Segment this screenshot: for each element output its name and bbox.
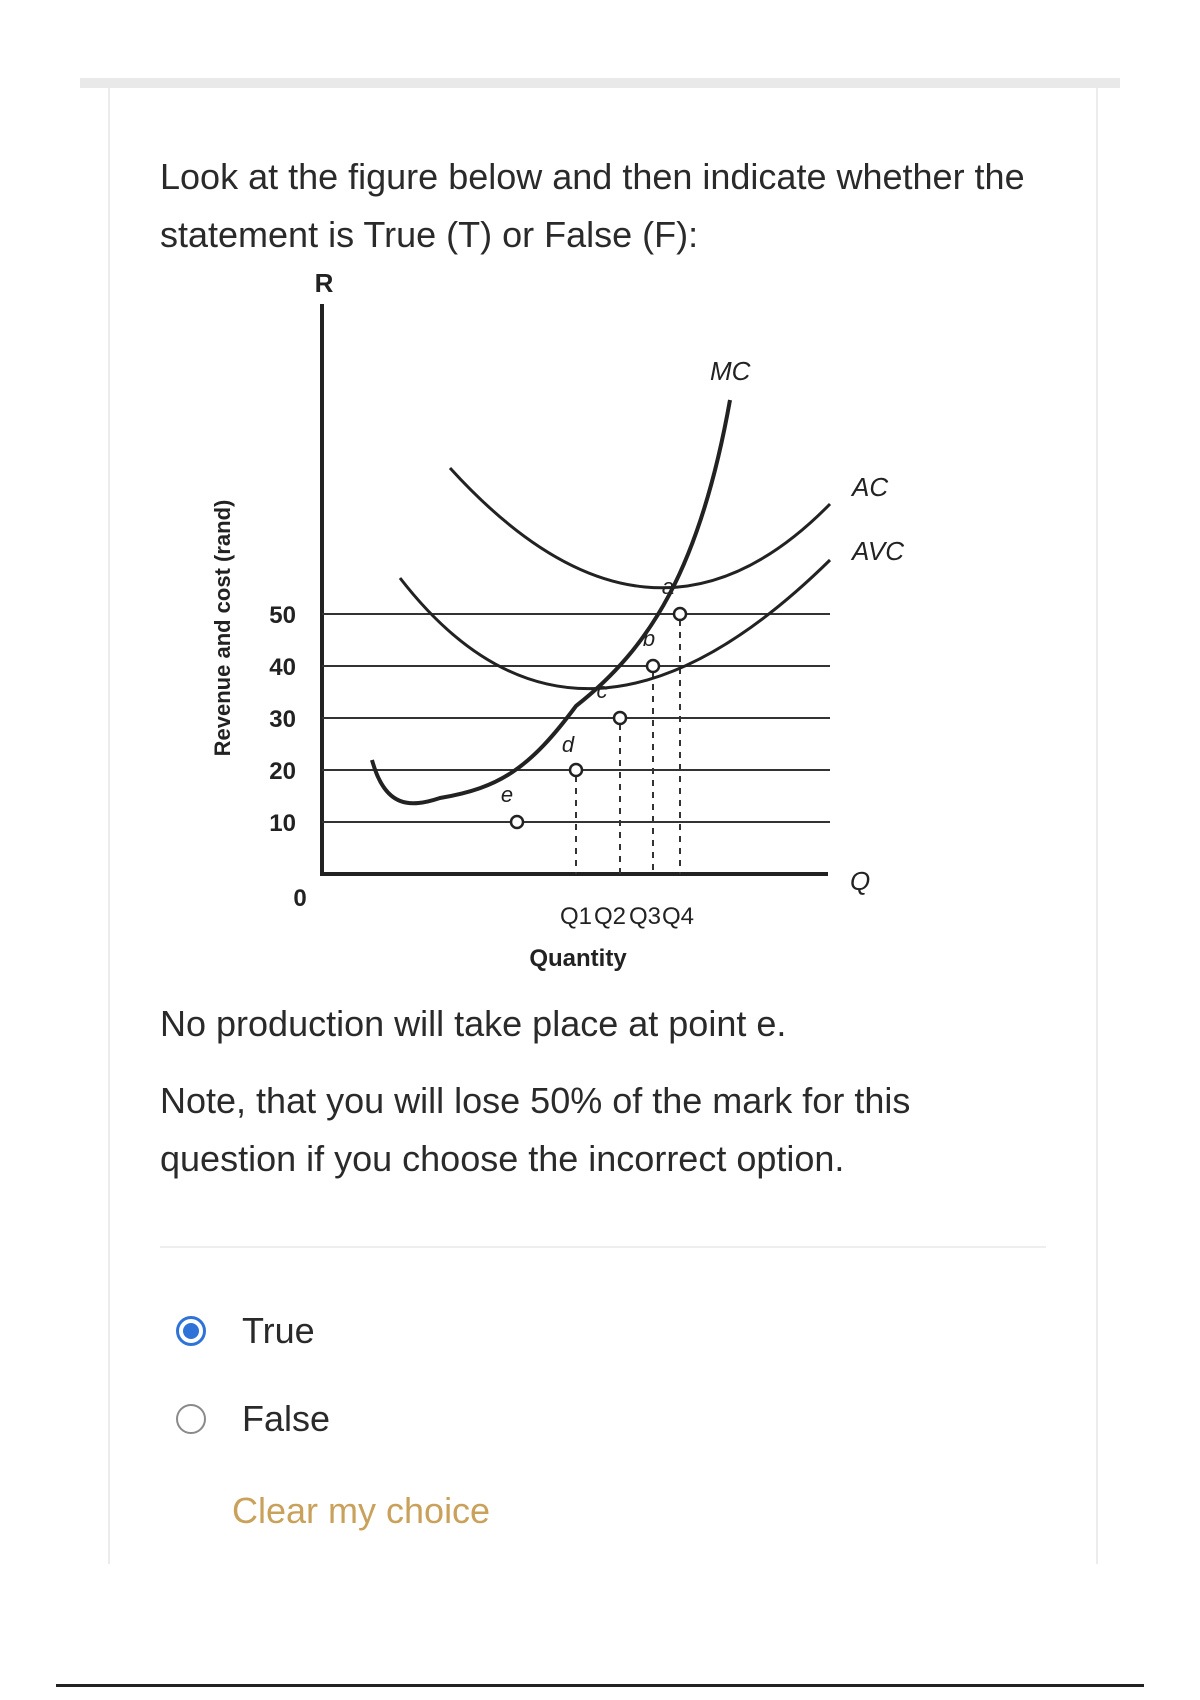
options-divider [160,1246,1046,1248]
mc-curve [372,400,730,803]
quantity-label-1: Q1 [559,903,593,930]
series-label-ac: AC [852,472,889,502]
x-axis-title: Quantity [529,945,627,972]
cost-curves-figure [200,268,1020,988]
ac-curve [450,468,830,588]
point-label-d: d [561,732,575,757]
statement-text: No production will take place at point e. [160,1003,787,1044]
y-tick-30: 30 [269,706,296,733]
y-axis-title: Revenue and cost (rand) [210,499,235,757]
quantity-label-4: Q4 [661,903,695,930]
bottom-separator [56,1684,1144,1687]
quantity-label-3: Q3 [628,903,662,930]
cost-curves-chart [200,268,1020,988]
y-tick-50: 50 [269,602,296,629]
option-true-label: True [242,1310,315,1351]
point-label-e: e [500,782,514,807]
penalty-note: Note, that you will lose 50% of the mark for this question if you choose the incorrect option. [160,1080,911,1179]
quantity-labels [560,903,694,930]
top-border-bar [80,78,1120,88]
question-prompt: Look at the figure below and then indicate whether the statement is True (T) or False (F): [160,156,1025,255]
point-a [674,608,686,620]
point-label-a: a [661,574,675,599]
point-label-c: c [596,678,608,703]
origin-label: 0 [293,885,307,912]
y-tick-labels [269,602,296,837]
radio-false[interactable] [176,1404,206,1434]
clear-choice-link[interactable]: Clear my choice [232,1490,491,1531]
quantity-label-2: Q2 [593,903,627,930]
option-true[interactable] [176,1310,315,1352]
y-tick-20: 20 [269,758,296,785]
point-d [570,764,582,776]
x-axis-end-label: Q [850,866,871,896]
point-e [511,816,523,828]
radio-true[interactable] [176,1316,206,1346]
y-tick-40: 40 [269,654,296,681]
top-axis-label: R [314,268,334,298]
point-c [614,712,626,724]
series-label-avc: AVC [852,536,905,566]
option-false-label: False [242,1398,331,1439]
point-label-b: b [642,626,656,651]
point-b [647,660,659,672]
series-label-mc: MC [710,356,751,386]
option-false[interactable] [176,1398,330,1440]
y-tick-10: 10 [269,810,296,837]
